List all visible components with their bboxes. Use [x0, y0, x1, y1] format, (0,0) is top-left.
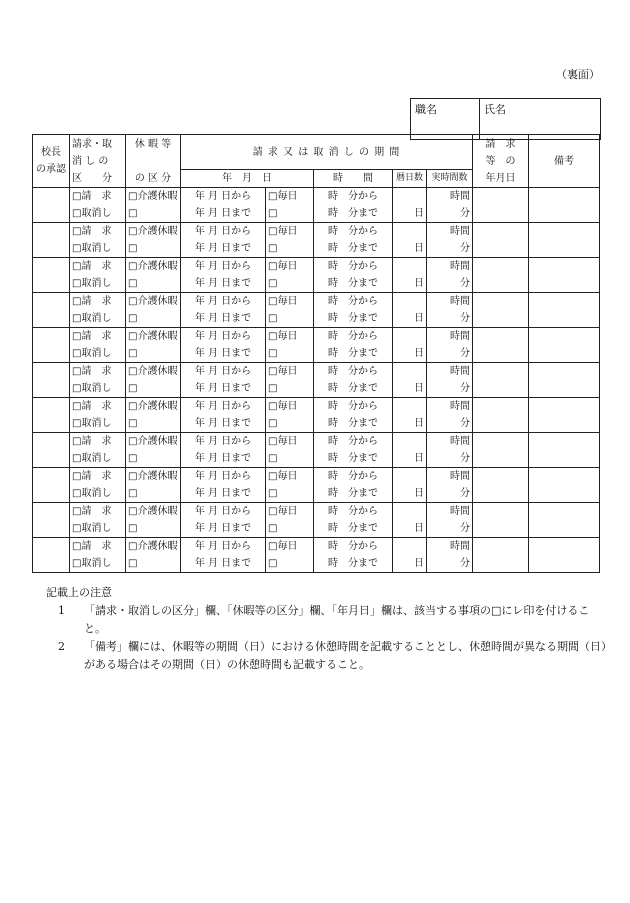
calendar-days-field[interactable]	[393, 188, 427, 223]
care-leave-checkbox[interactable]: □介護休暇	[126, 433, 181, 451]
day-unit-label: 日	[414, 243, 424, 254]
other-day-checkbox[interactable]: □	[266, 415, 314, 433]
to-date-field[interactable]: 年 月 日まで	[181, 555, 266, 573]
to-date-field[interactable]: 年 月 日まで	[181, 380, 266, 398]
care-leave-checkbox[interactable]: □介護休暇	[126, 258, 181, 276]
remarks-field[interactable]	[529, 223, 600, 258]
other-day-checkbox[interactable]: □	[266, 205, 314, 223]
principal-approval-cell[interactable]	[33, 328, 70, 363]
to-time-field[interactable]: 時 分まで	[314, 415, 393, 433]
minutes-field[interactable]: 分	[427, 310, 473, 328]
principal-approval-cell[interactable]	[33, 293, 70, 328]
request-date-field[interactable]	[473, 363, 529, 398]
name-label: 氏名	[484, 103, 506, 116]
day-unit-label: 日	[414, 453, 424, 464]
other-day-checkbox[interactable]: □	[266, 520, 314, 538]
principal-approval-cell[interactable]	[33, 538, 70, 573]
every-day-checkbox[interactable]: □毎日	[266, 468, 314, 486]
from-time-field[interactable]: 時 分から	[314, 433, 393, 451]
minutes-field[interactable]: 分	[427, 345, 473, 363]
other-day-checkbox[interactable]: □	[266, 380, 314, 398]
actual-hours-field[interactable]: 時間	[427, 398, 473, 416]
minutes-field[interactable]: 分	[427, 520, 473, 538]
other-leave-checkbox[interactable]: □	[126, 275, 181, 293]
request-date-field[interactable]	[473, 433, 529, 468]
remarks-field[interactable]	[529, 468, 600, 503]
table-row	[33, 258, 600, 276]
other-leave-checkbox[interactable]: □	[126, 345, 181, 363]
every-day-checkbox[interactable]: □毎日	[266, 363, 314, 381]
from-date-field[interactable]: 年 月 日から	[181, 538, 266, 556]
request-checkbox[interactable]: □請 求	[70, 433, 126, 451]
request-checkbox[interactable]: □請 求	[70, 538, 126, 556]
every-day-checkbox[interactable]: □毎日	[266, 188, 314, 206]
to-time-field[interactable]: 時 分まで	[314, 520, 393, 538]
day-unit-label: 日	[414, 558, 424, 569]
from-date-field[interactable]: 年 月 日から	[181, 223, 266, 241]
minutes-field[interactable]: 分	[427, 240, 473, 258]
other-day-checkbox[interactable]: □	[266, 555, 314, 573]
actual-hours-field[interactable]: 時間	[427, 468, 473, 486]
calendar-days-field[interactable]	[393, 223, 427, 258]
note-item	[58, 638, 608, 674]
other-day-checkbox[interactable]: □	[266, 345, 314, 363]
request-checkbox[interactable]: □請 求	[70, 258, 126, 276]
cancel-checkbox[interactable]: □取消し	[70, 345, 126, 363]
every-day-checkbox[interactable]: □毎日	[266, 223, 314, 241]
request-date-field[interactable]	[473, 258, 529, 293]
request-checkbox[interactable]: □請 求	[70, 293, 126, 311]
table-row	[33, 503, 600, 521]
header-remarks: 備考	[529, 135, 600, 188]
principal-approval-cell[interactable]	[33, 468, 70, 503]
header-request-cancel: 請求・取 消 し の 区 分	[70, 135, 126, 188]
from-time-field[interactable]: 時 分から	[314, 468, 393, 486]
header-request-date: 請 求 等 の 年月日	[473, 135, 529, 188]
principal-approval-cell[interactable]	[33, 503, 70, 538]
other-leave-checkbox[interactable]: □	[126, 205, 181, 223]
cancel-checkbox[interactable]: □取消し	[70, 240, 126, 258]
actual-hours-field[interactable]: 時間	[427, 503, 473, 521]
calendar-days-field[interactable]	[393, 468, 427, 503]
request-checkbox[interactable]: □請 求	[70, 328, 126, 346]
from-date-field[interactable]: 年 月 日から	[181, 293, 266, 311]
from-date-field[interactable]: 年 月 日から	[181, 363, 266, 381]
to-time-field[interactable]: 時 分まで	[314, 345, 393, 363]
minutes-field[interactable]: 分	[427, 450, 473, 468]
notes-section	[48, 584, 608, 674]
remarks-field[interactable]	[529, 258, 600, 293]
cancel-checkbox[interactable]: □取消し	[70, 205, 126, 223]
other-leave-checkbox[interactable]: □	[126, 485, 181, 503]
from-date-field[interactable]: 年 月 日から	[181, 328, 266, 346]
to-date-field[interactable]: 年 月 日まで	[181, 310, 266, 328]
care-leave-checkbox[interactable]: □介護休暇	[126, 363, 181, 381]
actual-hours-field[interactable]: 時間	[427, 258, 473, 276]
day-unit-label: 日	[414, 523, 424, 534]
table-row	[33, 433, 600, 451]
request-date-field[interactable]	[473, 503, 529, 538]
other-leave-checkbox[interactable]: □	[126, 310, 181, 328]
table-row	[33, 363, 600, 381]
from-time-field[interactable]: 時 分から	[314, 398, 393, 416]
from-time-field[interactable]: 時 分から	[314, 188, 393, 206]
request-date-field[interactable]	[473, 223, 529, 258]
calendar-days-field[interactable]	[393, 293, 427, 328]
calendar-days-field[interactable]	[393, 503, 427, 538]
principal-approval-cell[interactable]	[33, 398, 70, 433]
cancel-checkbox[interactable]: □取消し	[70, 310, 126, 328]
request-checkbox[interactable]: □請 求	[70, 468, 126, 486]
remarks-field[interactable]	[529, 328, 600, 363]
to-date-field[interactable]: 年 月 日まで	[181, 345, 266, 363]
to-time-field[interactable]: 時 分まで	[314, 450, 393, 468]
actual-hours-field[interactable]: 時間	[427, 538, 473, 556]
principal-approval-cell[interactable]	[33, 258, 70, 293]
request-date-field[interactable]	[473, 398, 529, 433]
care-leave-checkbox[interactable]: □介護休暇	[126, 398, 181, 416]
header-period: 請 求 又 は 取 消 し の 期 間	[181, 135, 473, 170]
table-row	[33, 188, 600, 206]
every-day-checkbox[interactable]: □毎日	[266, 328, 314, 346]
remarks-field[interactable]	[529, 363, 600, 398]
cancel-checkbox[interactable]: □取消し	[70, 485, 126, 503]
calendar-days-field[interactable]	[393, 328, 427, 363]
back-side-label: （裏面）	[556, 68, 600, 81]
minutes-field[interactable]: 分	[427, 485, 473, 503]
cancel-checkbox[interactable]: □取消し	[70, 555, 126, 573]
cancel-checkbox[interactable]: □取消し	[70, 450, 126, 468]
from-time-field[interactable]: 時 分から	[314, 503, 393, 521]
from-date-field[interactable]: 年 月 日から	[181, 258, 266, 276]
actual-hours-field[interactable]: 時間	[427, 433, 473, 451]
to-time-field[interactable]: 時 分まで	[314, 485, 393, 503]
request-date-field[interactable]	[473, 188, 529, 223]
table-row	[33, 328, 600, 346]
from-date-field[interactable]: 年 月 日から	[181, 433, 266, 451]
to-date-field[interactable]: 年 月 日まで	[181, 485, 266, 503]
principal-approval-cell[interactable]	[33, 188, 70, 223]
care-leave-checkbox[interactable]: □介護休暇	[126, 538, 181, 556]
request-date-field[interactable]	[473, 538, 529, 573]
request-checkbox[interactable]: □請 求	[70, 398, 126, 416]
to-time-field[interactable]: 時 分まで	[314, 555, 393, 573]
every-day-checkbox[interactable]: □毎日	[266, 293, 314, 311]
calendar-days-field[interactable]	[393, 538, 427, 573]
cancel-checkbox[interactable]: □取消し	[70, 380, 126, 398]
every-day-checkbox[interactable]: □毎日	[266, 398, 314, 416]
note-text: 「備考」欄には、休暇等の期間（日）における休憩時間を記載することとし、休憩時間が異なる期間（日）がある場合はその期間（日）の休憩時間も記載すること。	[84, 640, 607, 671]
remarks-field[interactable]	[529, 398, 600, 433]
table-row	[33, 468, 600, 486]
from-date-field[interactable]: 年 月 日から	[181, 468, 266, 486]
header-calendar-days: 暦日数	[393, 170, 427, 188]
day-unit-label: 日	[414, 348, 424, 359]
table-row	[33, 398, 600, 416]
to-time-field[interactable]: 時 分まで	[314, 275, 393, 293]
table-row	[33, 538, 600, 556]
other-leave-checkbox[interactable]: □	[126, 520, 181, 538]
other-day-checkbox[interactable]: □	[266, 275, 314, 293]
remarks-field[interactable]	[529, 503, 600, 538]
principal-approval-cell[interactable]	[33, 433, 70, 468]
from-time-field[interactable]: 時 分から	[314, 258, 393, 276]
table-row	[33, 223, 600, 241]
minutes-field[interactable]: 分	[427, 275, 473, 293]
other-leave-checkbox[interactable]: □	[126, 415, 181, 433]
day-unit-label: 日	[414, 418, 424, 429]
every-day-checkbox[interactable]: □毎日	[266, 538, 314, 556]
care-leave-checkbox[interactable]: □介護休暇	[126, 188, 181, 206]
request-checkbox[interactable]: □請 求	[70, 363, 126, 381]
care-leave-checkbox[interactable]: □介護休暇	[126, 328, 181, 346]
request-date-field[interactable]	[473, 293, 529, 328]
to-date-field[interactable]: 年 月 日まで	[181, 520, 266, 538]
actual-hours-field[interactable]: 時間	[427, 293, 473, 311]
actual-hours-field[interactable]: 時間	[427, 223, 473, 241]
request-date-field[interactable]	[473, 468, 529, 503]
to-date-field[interactable]: 年 月 日まで	[181, 450, 266, 468]
request-checkbox[interactable]: □請 求	[70, 503, 126, 521]
actual-hours-field[interactable]: 時間	[427, 363, 473, 381]
remarks-field[interactable]	[529, 188, 600, 223]
care-leave-checkbox[interactable]: □介護休暇	[126, 468, 181, 486]
note-number: 2	[58, 640, 65, 653]
calendar-days-field[interactable]	[393, 363, 427, 398]
every-day-checkbox[interactable]: □毎日	[266, 433, 314, 451]
every-day-checkbox[interactable]: □毎日	[266, 503, 314, 521]
principal-approval-cell[interactable]	[33, 223, 70, 258]
table-row	[33, 293, 600, 311]
to-time-field[interactable]: 時 分まで	[314, 310, 393, 328]
header-leave-type: 休 暇 等 の 区 分	[126, 135, 181, 188]
every-day-checkbox[interactable]: □毎日	[266, 258, 314, 276]
to-date-field[interactable]: 年 月 日まで	[181, 415, 266, 433]
care-leave-checkbox[interactable]: □介護休暇	[126, 223, 181, 241]
request-checkbox[interactable]: □請 求	[70, 188, 126, 206]
remarks-field[interactable]	[529, 433, 600, 468]
from-time-field[interactable]: 時 分から	[314, 293, 393, 311]
header-time: 時 間	[314, 170, 393, 188]
other-day-checkbox[interactable]: □	[266, 450, 314, 468]
principal-approval-cell[interactable]	[33, 363, 70, 398]
minutes-field[interactable]: 分	[427, 380, 473, 398]
note-text: 「請求・取消しの区分」欄、「休暇等の区分」欄、「年月日」欄は、該当する事項の□にレ印を付けること。	[84, 604, 590, 635]
care-leave-checkbox[interactable]: □介護休暇	[126, 293, 181, 311]
minutes-field[interactable]: 分	[427, 555, 473, 573]
day-unit-label: 日	[414, 313, 424, 324]
day-unit-label: 日	[414, 488, 424, 499]
to-time-field[interactable]: 時 分まで	[314, 380, 393, 398]
leave-request-table	[32, 134, 600, 573]
day-unit-label: 日	[414, 208, 424, 219]
other-leave-checkbox[interactable]: □	[126, 555, 181, 573]
other-leave-checkbox[interactable]: □	[126, 240, 181, 258]
remarks-field[interactable]	[529, 538, 600, 573]
to-date-field[interactable]: 年 月 日まで	[181, 205, 266, 223]
other-day-checkbox[interactable]: □	[266, 485, 314, 503]
cancel-checkbox[interactable]: □取消し	[70, 275, 126, 293]
actual-hours-field[interactable]: 時間	[427, 188, 473, 206]
calendar-days-field[interactable]	[393, 258, 427, 293]
calendar-days-field[interactable]	[393, 433, 427, 468]
day-unit-label: 日	[414, 383, 424, 394]
header-date: 年 月 日	[181, 170, 314, 188]
to-time-field[interactable]: 時 分まで	[314, 205, 393, 223]
from-time-field[interactable]: 時 分から	[314, 363, 393, 381]
from-date-field[interactable]: 年 月 日から	[181, 188, 266, 206]
to-date-field[interactable]: 年 月 日まで	[181, 275, 266, 293]
from-date-field[interactable]: 年 月 日から	[181, 398, 266, 416]
minutes-field[interactable]: 分	[427, 205, 473, 223]
from-date-field[interactable]: 年 月 日から	[181, 503, 266, 521]
cancel-checkbox[interactable]: □取消し	[70, 415, 126, 433]
other-day-checkbox[interactable]: □	[266, 240, 314, 258]
from-time-field[interactable]: 時 分から	[314, 538, 393, 556]
from-time-field[interactable]: 時 分から	[314, 223, 393, 241]
note-item	[58, 602, 608, 638]
request-date-field[interactable]	[473, 328, 529, 363]
actual-hours-field[interactable]: 時間	[427, 328, 473, 346]
notes-title: 記載上の注意	[46, 586, 112, 599]
other-leave-checkbox[interactable]: □	[126, 450, 181, 468]
request-checkbox[interactable]: □請 求	[70, 223, 126, 241]
to-date-field[interactable]: 年 月 日まで	[181, 240, 266, 258]
cancel-checkbox[interactable]: □取消し	[70, 520, 126, 538]
header-actual-hours: 実時間数	[427, 170, 473, 188]
other-day-checkbox[interactable]: □	[266, 310, 314, 328]
other-leave-checkbox[interactable]: □	[126, 380, 181, 398]
from-time-field[interactable]: 時 分から	[314, 328, 393, 346]
remarks-field[interactable]	[529, 293, 600, 328]
to-time-field[interactable]: 時 分まで	[314, 240, 393, 258]
day-unit-label: 日	[414, 278, 424, 289]
calendar-days-field[interactable]	[393, 398, 427, 433]
post-label: 職名	[415, 103, 437, 116]
header-principal-approval: 校長 の承認	[33, 135, 70, 188]
care-leave-checkbox[interactable]: □介護休暇	[126, 503, 181, 521]
note-number: 1	[58, 604, 65, 617]
minutes-field[interactable]: 分	[427, 415, 473, 433]
